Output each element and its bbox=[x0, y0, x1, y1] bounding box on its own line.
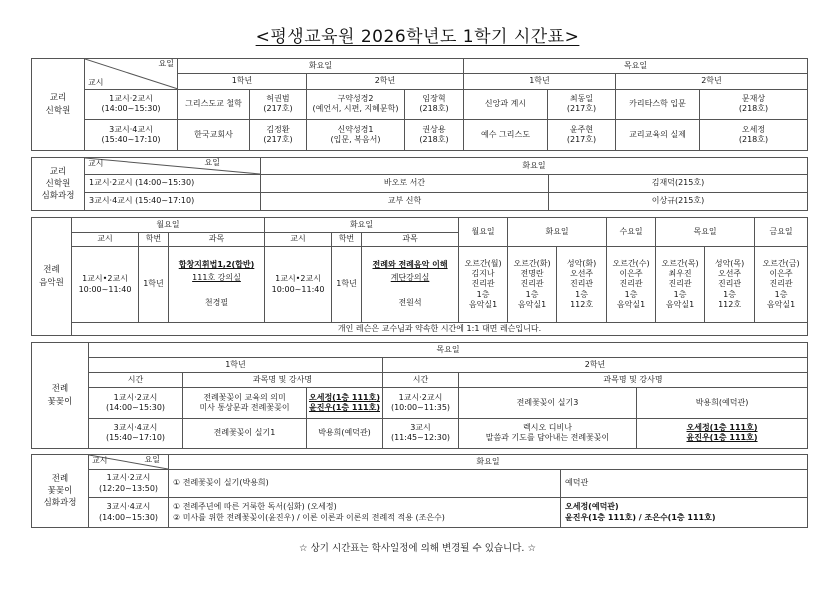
lesson-cell: 성악(화) 오선주 진리관 1층 112호 bbox=[557, 247, 607, 323]
period-cell: 3교시·4교시 (14:00~15:30) bbox=[89, 498, 169, 528]
year-cell: 1학년 bbox=[139, 247, 169, 323]
teacher-cell: 권상용 (218호) bbox=[405, 120, 464, 151]
year-header: 1학년 bbox=[464, 74, 616, 89]
course-cell: 교리교육의 실제 bbox=[616, 120, 700, 151]
place-cell: 예덕관 bbox=[561, 470, 808, 498]
period-cell: 1교시·2교시 (14:00~15:30) bbox=[89, 388, 183, 418]
day-header: 화요일 bbox=[508, 218, 607, 247]
section-label: 전례 꽃꽂이 심화과정 bbox=[32, 455, 89, 528]
teacher-cell: 오세정(1층 111호) 윤진우(1층 111호) bbox=[637, 418, 808, 448]
day-header: 금요일 bbox=[755, 218, 808, 247]
col-header: 학번 bbox=[139, 233, 169, 247]
course-cell: 합창지휘법1,2(합반) 111호 강의실 천경필 bbox=[169, 247, 265, 323]
section-jeonrye-eumakwon bbox=[31, 217, 808, 336]
day-header: 화요일 bbox=[178, 59, 464, 74]
section-label: 교리 신학원 bbox=[32, 59, 85, 151]
teacher-cell: 임장혁 (218호) bbox=[405, 89, 464, 120]
course-cell: ① 전례꽃꽂이 실기(박용희) bbox=[169, 470, 561, 498]
period-cell: 3교시·4교시 (15:40~17:10) bbox=[85, 193, 261, 211]
course-cell: 전례꽃꽂이 실기1 bbox=[183, 418, 307, 448]
course-cell: 렉시오 디비나 말씀과 기도를 담아내는 전례꽃꽂이 bbox=[459, 418, 637, 448]
period-cell: 3교시·4교시 (15:40~17:10) bbox=[89, 418, 183, 448]
section-label: 교리 신학원 심화과정 bbox=[32, 158, 85, 211]
col-header: 과목명 및 강사명 bbox=[459, 373, 808, 388]
teacher-cell: 오세정(1층 111호) 윤진우(1층 111호) bbox=[307, 388, 383, 418]
course-cell: ① 전례주년에 따른 거룩한 독서(심화) (오세정) ② 미사를 위한 전례꽃꽂이(윤진우) / 이론 이론과 이론의 전례적 적용 (조은수) bbox=[169, 498, 561, 528]
course-cell: 전례꽃꽂이 실기3 bbox=[459, 388, 637, 418]
period-cell: 1교시•2교시 10:00~11:40 bbox=[265, 247, 332, 323]
col-header: 시간 bbox=[383, 373, 459, 388]
course-cell: 신약성경1 (입문, 복음서) bbox=[307, 120, 405, 151]
col-header: 과목명 및 강사명 bbox=[183, 373, 383, 388]
day-header: 월요일 bbox=[72, 218, 265, 233]
lesson-cell: 오르간(수) 이은주 진리관 1층 음악실1 bbox=[607, 247, 656, 323]
day-header: 화요일 bbox=[265, 218, 459, 233]
schedule-change-note: ☆ 상기 시간표는 학사일정에 의해 변경될 수 있습니다. ☆ bbox=[299, 543, 536, 554]
teacher-cell: 박용희(예덕관) bbox=[637, 388, 808, 418]
period-cell: 1교시•2교시 10:00~11:40 bbox=[72, 247, 139, 323]
lesson-cell: 오르간(목) 최우진 진리관 1층 음악실1 bbox=[656, 247, 705, 323]
period-cell: 3교시·4교시 (15:40~17:10) bbox=[85, 120, 178, 151]
year-header: 2학년 bbox=[307, 74, 464, 89]
lesson-cell: 오르간(금) 이은주 진리관 1층 음악실1 bbox=[755, 247, 808, 323]
section-jeonrye-kkotkkoji bbox=[31, 342, 808, 449]
teacher-cell: 최동일 (217호) bbox=[548, 89, 616, 120]
place-cell: 오세정(예덕관) 윤진우(1층 111호) / 조은수(1층 111호) bbox=[561, 498, 808, 528]
teacher-cell: 박용희(예덕관) bbox=[307, 418, 383, 448]
day-header: 화요일 bbox=[261, 158, 808, 175]
day-header: 월요일 bbox=[459, 218, 508, 247]
course-cell: 교부 신학 bbox=[261, 193, 549, 211]
lesson-cell: 성악(목) 오선주 진리관 1층 112호 bbox=[705, 247, 755, 323]
header-diagonal-cell: 요일 교시 bbox=[85, 59, 178, 90]
course-cell: 한국교회사 bbox=[178, 120, 250, 151]
lesson-cell: 오르간(월) 김지나 진리관 1층 음악실1 bbox=[459, 247, 508, 323]
year-cell: 1학년 bbox=[332, 247, 362, 323]
teacher-cell: 김정환 (217호) bbox=[250, 120, 307, 151]
course-cell: 전례와 전례음악 이해 계단강의실 전원석 bbox=[362, 247, 459, 323]
page-title: <평생교육원 2026학년도 1학기 시간표> bbox=[255, 27, 580, 47]
year-header: 2학년 bbox=[383, 358, 808, 373]
course-cell: 구약성경2 (예언서, 시편, 지혜문학) bbox=[307, 89, 405, 120]
col-header: 과목 bbox=[169, 233, 265, 247]
course-cell: 카리타스학 입문 bbox=[616, 89, 700, 120]
teacher-cell: 허권범 (217호) bbox=[250, 89, 307, 120]
section-kkotkkoji-simhwa bbox=[31, 454, 808, 528]
day-header: 화요일 bbox=[169, 455, 808, 470]
day-header: 목요일 bbox=[656, 218, 755, 247]
header-diagonal-cell: 요일 교시 bbox=[89, 455, 169, 470]
section-label: 전례 꽃꽂이 bbox=[32, 343, 89, 449]
day-header: 수요일 bbox=[607, 218, 656, 247]
header-diagonal-cell: 요일 교시 bbox=[85, 158, 261, 175]
lesson-cell: 오르간(화) 전명란 진리관 1층 음악실1 bbox=[508, 247, 557, 323]
year-header: 2학년 bbox=[616, 74, 808, 89]
col-header: 시간 bbox=[89, 373, 183, 388]
section-label: 전례 음악원 bbox=[32, 218, 72, 336]
period-cell: 1교시·2교시 (14:00~15:30) bbox=[85, 89, 178, 120]
section-gyori-sinhakwon bbox=[31, 58, 808, 151]
lesson-note: 개인 레슨은 교수님과 약속한 시간에 1:1 대면 레슨입니다. bbox=[72, 323, 808, 336]
period-cell: 1교시·2교시 (12:20~13:50) bbox=[89, 470, 169, 498]
teacher-cell: 윤주현 (217호) bbox=[548, 120, 616, 151]
teacher-cell: 오세정 (218호) bbox=[700, 120, 808, 151]
course-cell: 예수 그리스도 bbox=[464, 120, 548, 151]
period-cell: 1교시·2교시 (10:00~11:35) bbox=[383, 388, 459, 418]
course-cell: 전례꽃꽂이 교육의 의미 미사 통상문과 전례꽃꽂이 bbox=[183, 388, 307, 418]
period-cell: 3교시 (11:45~12:30) bbox=[383, 418, 459, 448]
course-cell: 신앙과 계시 bbox=[464, 89, 548, 120]
course-cell: 바오로 서간 bbox=[261, 175, 549, 193]
teacher-cell: 김재덕(215호) bbox=[549, 175, 808, 193]
teacher-cell: 이상규(215호) bbox=[549, 193, 808, 211]
day-header: 목요일 bbox=[89, 343, 808, 358]
col-header: 학번 bbox=[332, 233, 362, 247]
col-header: 교시 bbox=[265, 233, 332, 247]
day-header: 목요일 bbox=[464, 59, 808, 74]
year-header: 1학년 bbox=[89, 358, 383, 373]
col-header: 교시 bbox=[72, 233, 139, 247]
period-cell: 1교시·2교시 (14:00~15:30) bbox=[85, 175, 261, 193]
year-header: 1학년 bbox=[178, 74, 307, 89]
teacher-cell: 문재상 (218호) bbox=[700, 89, 808, 120]
section-gyori-simhwa bbox=[31, 157, 808, 211]
col-header: 과목 bbox=[362, 233, 459, 247]
course-cell: 그리스도교 철학 bbox=[178, 89, 250, 120]
